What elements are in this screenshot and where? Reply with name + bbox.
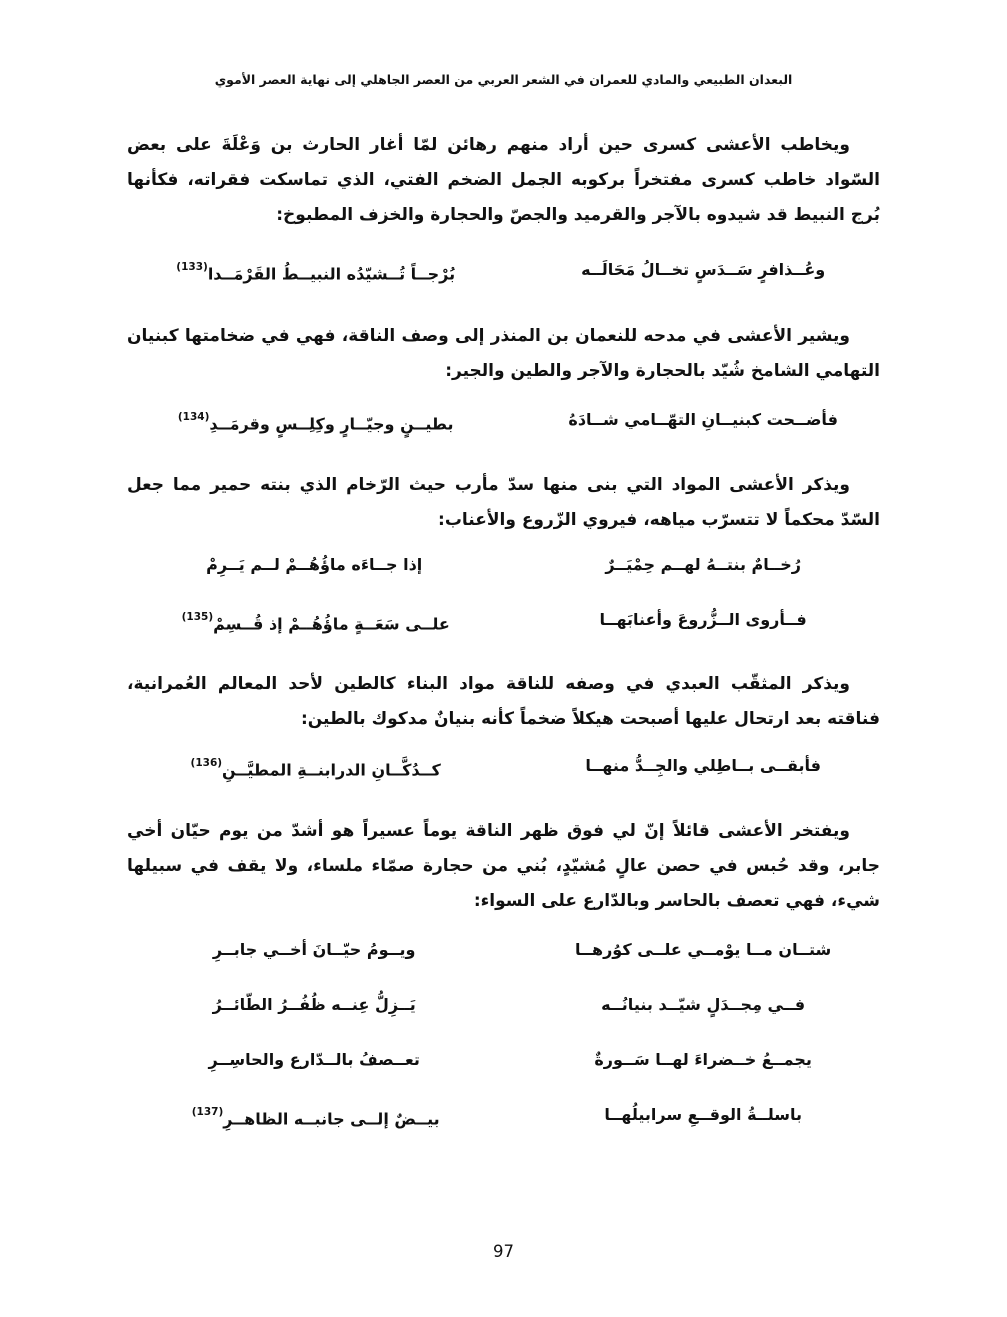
hemistich-left [147, 1098, 481, 1136]
page-number: 97 [493, 1242, 514, 1261]
footnote-ref-136: (136) [190, 756, 223, 769]
verse-line-136 [127, 749, 880, 787]
hemistich-left: يَــزِلُّ عِنــه ظُفُــرُ الطّائــرُ [212, 995, 416, 1015]
hemistich-right: شتــان مــا يوْمــي علــى كوُرهــا [575, 940, 832, 960]
verse-line-134 [127, 403, 880, 441]
paragraph-1: ويخاطب الأعشى كسرى حين أراد منهم رهائن لمّا أغار الحارث بن وَعْلَةَ على بعض السّواد خاطب كسرى مفتخراً بركوبه الجمل الضخم الفتي، الذي تماسكت فقراته، فكأنها بُرج النبيط قد شيدوه بالآجر والقرميد والجصّ والحجارة والخزف المطبوخ: [127, 135, 880, 225]
verse-line-137b [127, 988, 880, 1022]
hemistich-left [147, 749, 481, 787]
hemistich-left: إذا جــاءَه ماؤُهُــمْ لــم يَــرِمْ [206, 554, 423, 574]
paragraph-2: ويشير الأعشى في مدحه للنعمان بن المنذر إلى وصف الناقة، فهي في ضخامتها كبنيان التهامي الشامخ شُيّد بالحجارة والآجر والطين والجير: [127, 326, 880, 382]
footnote-ref-135: (135) [181, 610, 214, 623]
verse-line-137d [127, 1098, 880, 1136]
hemistich-right: فأبقــى بــاطِلي والجِــدُّ منهــا [585, 755, 821, 775]
footnote-ref-137: (137) [191, 1106, 224, 1119]
verse-line-137c [127, 1043, 880, 1077]
hemistich-left [147, 403, 481, 441]
hemistich-right: رُخــامٌ بنتــهُ لهــم حِمْيَــرٌ [605, 554, 801, 574]
hemistich-right: فــأروى الــزُّروعَ وأعنابَهــا [599, 609, 807, 629]
hemistich-text: بُرْجــاً تُــشيّدُه النبيــطُ القَرْمَــدا [207, 264, 456, 284]
footnote-ref-133: (133) [176, 261, 208, 273]
hemistich-left: تعــصفُ بالــدّارع والحاسِــرِ [208, 1050, 420, 1070]
hemistich-text: كــدُكَّــانِ الدرابنــةِ المطيَّــنِ [222, 760, 441, 780]
hemistich-right: باسلــةُ الوقــعِ سرابيلُهــا [604, 1105, 802, 1125]
verse-line-137a [127, 933, 880, 967]
page-body [127, 128, 880, 1137]
running-head: البعدان الطبيعي والمادي للعمران في الشعر العربي من العصر الجاهلي إلى نهاية العصر الأموي [214, 72, 793, 87]
paragraph-3: ويذكر الأعشى المواد التي بنى منها سدّ مأرب حيث الرّخام الذي بنته حمير مما جعل السّدّ محكماً لا تتسرّب مياهه، فيروي الزّروع والأعناب: [127, 474, 880, 530]
hemistich-right: فأضــحت كبنيــانِ التهّــامي شــادَهُ [568, 410, 838, 430]
hemistich-text: بطيــنٍ وجيّــارٍ وكِلِــسٍ وقرمَــدِ [209, 414, 454, 434]
hemistich-text: علــى سَعَــةٍ ماؤُهُــمْ إذ قُــسِمْ [213, 613, 450, 633]
hemistich-right: يجمــعُ خــضراءَ لهــا سَــورةٌ [594, 1050, 812, 1070]
paragraph-5: ويفتخر الأعشى قائلاً إنّ لي فوق ظهر الناقة يوماً عسيراً هو أشدّ من يوم حيّان أخي جابر، وقد حُبس في حصن عالٍ مُشيّدٍ، بُني من حجارة صمّاء ملساء، ولا يقف في سبيلها شيء، فهي تعصف بالحاسر وبالدّارع على السواء: [127, 821, 880, 912]
verse-line-135b [127, 603, 880, 641]
verse-line-135a [127, 548, 880, 582]
hemistich-left: ويــومُ حيّــانَ أخــي جابــرِ [212, 940, 416, 960]
paragraph-4: ويذكر المثقّب العبدي في وصفه للناقة مواد البناء كالطين لأحد المعالم العُمرانية، فناقته بعد ارتحال عليها أصبحت هيكلاً ضخماً كأنه بنيانٌ مدكوك بالطين: [127, 673, 880, 729]
verse-line-133 [127, 253, 880, 291]
hemistich-left [147, 603, 481, 641]
footnote-ref-134: (134) [177, 411, 210, 424]
hemistich-left [147, 253, 481, 291]
hemistich-right: فــي مِجــدَلٍ شيّــد بنيانُــه [601, 995, 806, 1015]
hemistich-text: بيــضٌ إلــى جانبــه الظاهــرِ [223, 1109, 440, 1129]
hemistich-right: وعُــذافرٍ سَــدَسٍ تخــالُ مَحَالَــه [581, 260, 826, 279]
